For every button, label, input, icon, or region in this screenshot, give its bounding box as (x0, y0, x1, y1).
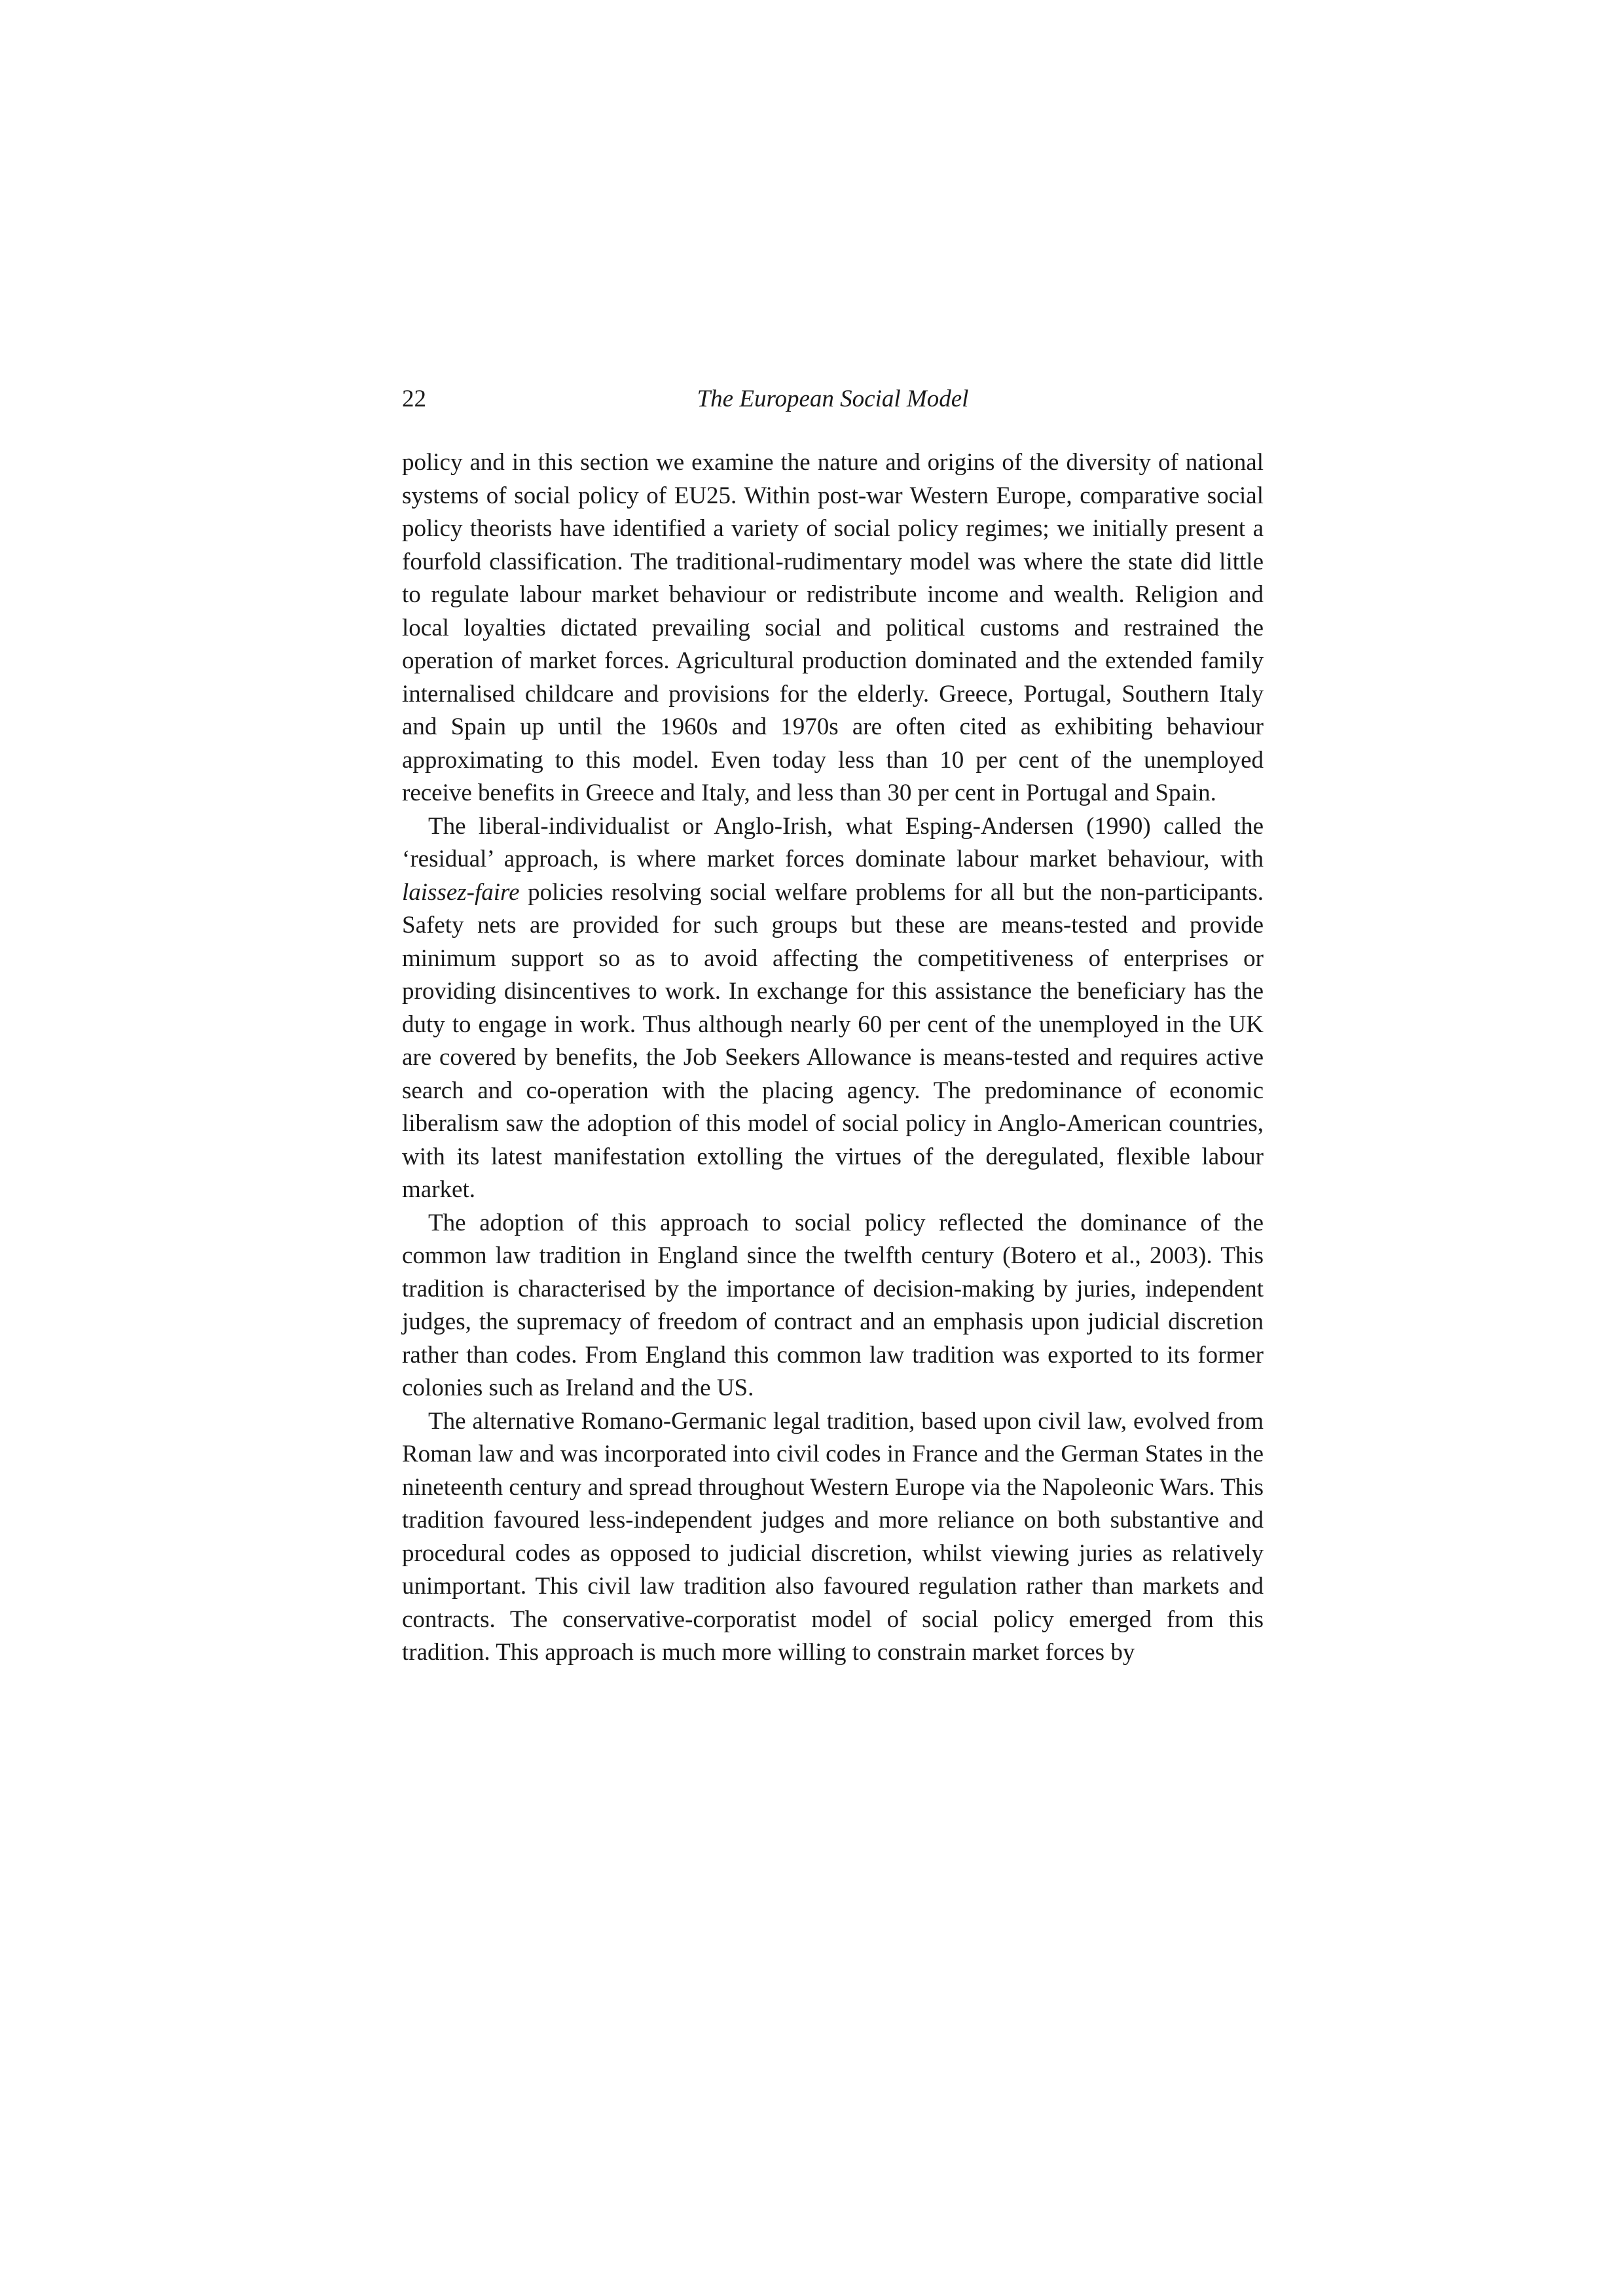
running-header (402, 380, 1264, 419)
paragraph-2-text-before-italic: The liberal-individualist or Anglo-Irish, what Esping-Andersen (1990) called the ‘residual’ approach, is where market forces dominate labour market behaviour, with (402, 812, 1264, 872)
running-title: The European Social Model (697, 386, 969, 412)
body-text (402, 446, 1264, 1670)
paragraph-2 (402, 810, 1264, 1207)
paragraph-3: The adoption of this approach to social policy reflected the dominance of the common law tradition in England since the twelfth century (Botero et al., 2003). This tradition is characterised by the importance of decision-making by juries, independent judges, the supremacy of freedom of contract and an emphasis upon judicial discretion rather than codes. From England this common law tradition was exported to its former colonies such as Ireland and the US. (402, 1209, 1264, 1401)
paragraph-1: policy and in this section we examine the nature and origins of the diversity of national systems of social policy of EU25. Within post-war Western Europe, comparative social policy theorists have identified a variety of social policy regimes; we initially present a fourfold classification. The traditional-rudimentary model was where the state did little to regulate labour market behaviour or redistribute income and wealth. Religion and local loyalties dictated prevailing social and political customs and restrained the operation of market forces. Agricultural production dominated and the extended family internalised childcare and provisions for the elderly. Greece, Portugal, Southern Italy and Spain up until the 1960s and 1970s are often cited as exhibiting behaviour approximating to this model. Even today less than 10 per cent of the unemployed receive benefits in Greece and Italy, and less than 30 per cent in Portugal and Spain. (402, 449, 1264, 806)
paragraph-2-italic-term: laissez-faire (402, 878, 520, 906)
page-number: 22 (402, 386, 426, 412)
paragraph-2-text-after-italic: policies resolving social welfare problems for all but the non-participants. Safety nets are provided for such groups but these are means-tested and provide minimum support so as to avoid affecting the competitiveness of enterprises or providing disincentives to work. In exchange for this assistance the beneficiary has the duty to engage in work. Thus although nearly 60 per cent of the unemployed in the UK are covered by benefits, the Job Seekers Allowance is means-tested and requires active search and co-operation with the placing agency. The predominance of economic liberalism saw the adoption of this model of social policy in Anglo-American countries, with its latest manifestation extolling the virtues of the deregulated, flexible labour market. (402, 878, 1264, 1203)
paragraph-4: The alternative Romano-Germanic legal tradition, based upon civil law, evolved from Roman law and was incorporated into civil codes in France and the German States in the nineteenth century and spread throughout Western Europe via the Napoleonic Wars. This tradition favoured less-independent judges and more reliance on both substantive and procedural codes as opposed to judicial discretion, whilst viewing juries as relatively unimportant. This civil law tradition also favoured regulation rather than markets and contracts. The conservative-corporatist model of social policy emerged from this tradition. This approach is much more willing to constrain market forces by (402, 1407, 1264, 1666)
